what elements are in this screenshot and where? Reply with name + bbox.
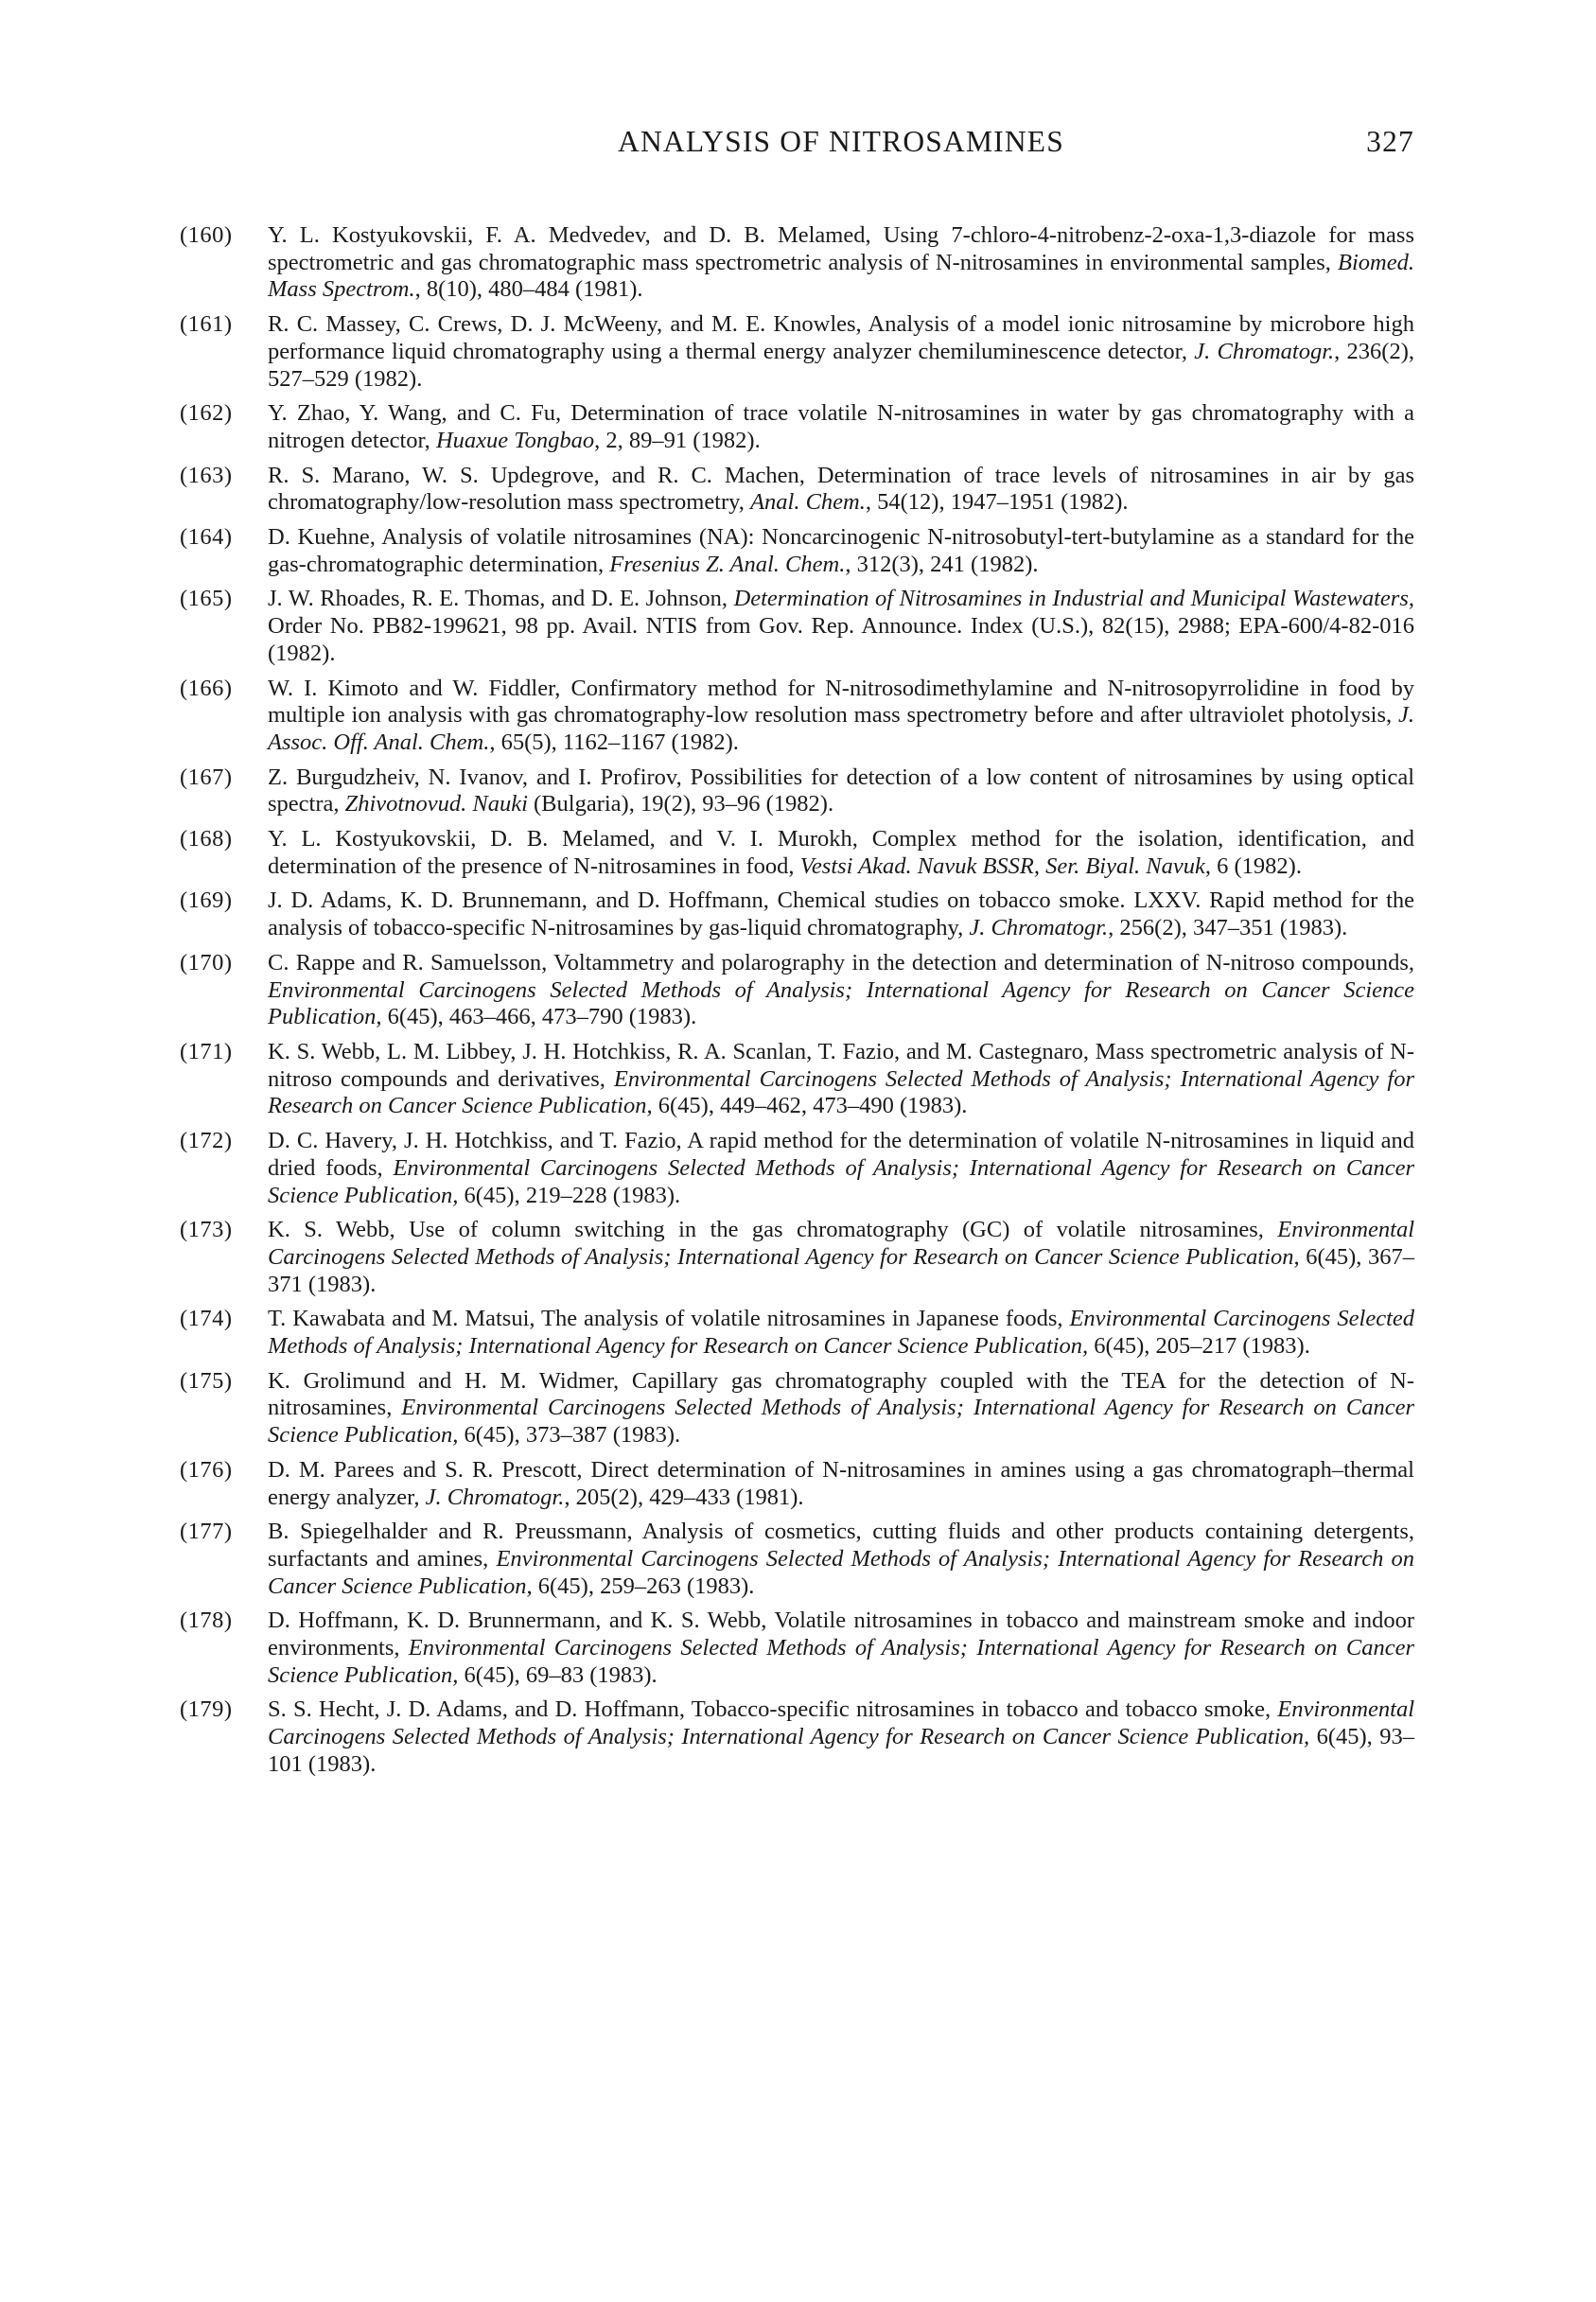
reference-entry xyxy=(180,1696,1414,1778)
reference-entry xyxy=(180,1608,1414,1689)
reference-number: (169) xyxy=(180,887,233,914)
reference-list xyxy=(180,222,1414,1786)
reference-number: (166) xyxy=(180,675,233,701)
reference-text: Y. Zhao, Y. Wang, and C. Fu, Determination of trace volatile N-nitrosamines in water by gas chromatography with a nitrogen detector, Huaxue Tongbao, 2, 89–91 (1982). xyxy=(268,400,1414,453)
reference-entry xyxy=(180,1306,1414,1360)
running-header xyxy=(268,125,1414,167)
reference-number: (163) xyxy=(180,462,233,488)
reference-number: (178) xyxy=(180,1608,233,1634)
reference-text: W. I. Kimoto and W. Fiddler, Confirmatory method for N-nitrosodimethylamine and N-nitrosopyrrolidine in food by multiple ion analysis with gas chromatography-low resolution mass spectrometry before and after ultraviolet photolysis, J. Assoc. Off. Anal. Chem., 65(5), 1162–1167 (1982). xyxy=(268,675,1414,755)
reference-number: (162) xyxy=(180,400,233,427)
reference-text: K. S. Webb, L. M. Libbey, J. H. Hotchkiss, R. A. Scanlan, T. Fazio, and M. Castegnaro, Mass spectrometric analysis of N-nitroso compounds and derivatives, Environmental Carcinogens Selected Methods of Analysis; International Agency for Research on Cancer Science Publication, 6(45), 449–462, 473–490 (1983). xyxy=(268,1038,1414,1119)
reference-text: D. Kuehne, Analysis of volatile nitrosamines (NA): Noncarcinogenic N-nitrosobutyl-tert-butylamine as a standard for the gas-chromatographic determination, Fresenius Z. Anal. Chem., 312(3), 241 (1982). xyxy=(268,524,1414,577)
reference-number: (160) xyxy=(180,222,233,248)
reference-entry xyxy=(180,1368,1414,1450)
reference-text: Z. Burgudzheiv, N. Ivanov, and I. Profirov, Possibilities for detection of a low content of nitrosamines by using optical spectra, Zhivotnovud. Nauki (Bulgaria), 19(2), 93–96 (1982). xyxy=(268,764,1414,817)
reference-text: R. S. Marano, W. S. Updegrove, and R. C. Machen, Determination of trace levels of nitrosamines in air by gas chromatography/low-resolution mass spectrometry, Anal. Chem., 54(12), 1947–1951 (1982). xyxy=(268,462,1414,516)
reference-number: (179) xyxy=(180,1696,233,1723)
reference-entry xyxy=(180,1039,1414,1120)
reference-text: K. Grolimund and H. M. Widmer, Capillary gas chromatography coupled with the TEA for the detection of N-nitrosamines, Environmental Carcinogens Selected Methods of Analysis; International Agency for Research on Cancer Science Publication, 6(45), 373–387 (1983). xyxy=(268,1367,1414,1449)
reference-number: (173) xyxy=(180,1217,233,1243)
reference-text: B. Spiegelhalder and R. Preussmann, Analysis of cosmetics, cutting fluids and other products containing detergents, surfactants and amines, Environmental Carcinogens Selected Methods of Analysis; International Agency for Research on Cancer Science Publication, 6(45), 259–263 (1983). xyxy=(268,1519,1414,1599)
reference-entry xyxy=(180,950,1414,1031)
reference-text: D. C. Havery, J. H. Hotchkiss, and T. Fazio, A rapid method for the determination of volatile N-nitrosamines in liquid and dried foods, Environmental Carcinogens Selected Methods of Analysis; International Agency for Research on Cancer Science Publication, 6(45), 219–228 (1983). xyxy=(268,1128,1414,1208)
reference-text: D. Hoffmann, K. D. Brunnermann, and K. S. Webb, Volatile nitrosamines in tobacco and mainstream smoke and indoor environments, Environmental Carcinogens Selected Methods of Analysis; International Agency for Research on Cancer Science Publication, 6(45), 69–83 (1983). xyxy=(268,1608,1414,1688)
reference-entry xyxy=(180,524,1414,578)
reference-text: D. M. Parees and S. R. Prescott, Direct determination of N-nitrosamines in amines using a gas chromatograph–thermal energy analyzer, J. Chromatogr., 205(2), 429–433 (1981). xyxy=(268,1456,1414,1510)
reference-number: (164) xyxy=(180,524,233,551)
reference-number: (170) xyxy=(180,949,233,975)
reference-text: C. Rappe and R. Samuelsson, Voltammetry and polarography in the detection and determination of N-nitroso compounds, Environmental Carcinogens Selected Methods of Analysis; International Agency for Research on Cancer Science Publication, 6(45), 463–466, 473–790 (1983). xyxy=(268,949,1414,1030)
reference-entry xyxy=(180,400,1414,454)
running-title: ANALYSIS OF NITROSAMINES xyxy=(618,125,1064,158)
reference-number: (165) xyxy=(180,586,233,612)
reference-entry xyxy=(180,887,1414,941)
reference-text: J. D. Adams, K. D. Brunnemann, and D. Hoffmann, Chemical studies on tobacco smoke. LXXV. Rapid method for the analysis of tobacco-specific N-nitrosamines by gas-liquid chromatography, J. Chromatogr., 256(2), 347–351 (1983). xyxy=(268,887,1414,941)
reference-number: (167) xyxy=(180,764,233,790)
reference-text: Y. L. Kostyukovskii, F. A. Medvedev, and D. B. Melamed, Using 7-chloro-4-nitrobenz-2-oxa-1,3-diazole for mass spectrometric and gas chromatographic mass spectrometric analysis of N-nitrosamines in environmental samples, Biomed. Mass Spectrom., 8(10), 480–484 (1981). xyxy=(268,222,1414,303)
reference-entry xyxy=(180,764,1414,818)
reference-entry xyxy=(180,1519,1414,1600)
page-number: 327 xyxy=(1366,125,1414,158)
reference-entry xyxy=(180,311,1414,393)
reference-number: (176) xyxy=(180,1456,233,1483)
reference-entry xyxy=(180,826,1414,880)
reference-entry xyxy=(180,676,1414,757)
reference-text: K. S. Webb, Use of column switching in the gas chromatography (GC) of volatile nitrosamines, Environmental Carcinogens Selected Methods of Analysis; International Agency for Research on Cancer Science Publication, 6(45), 367–371 (1983). xyxy=(268,1217,1414,1297)
reference-text: J. W. Rhoades, R. E. Thomas, and D. E. Johnson, Determination of Nitrosamines in Industrial and Municipal Wastewaters, Order No. PB82-199621, 98 pp. Avail. NTIS from Gov. Rep. Announce. Index (U.S.), 82(15), 2988; EPA-600/4-82-016 (1982). xyxy=(268,586,1414,666)
reference-text: S. S. Hecht, J. D. Adams, and D. Hoffmann, Tobacco-specific nitrosamines in tobacco and tobacco smoke, Environmental Carcinogens Selected Methods of Analysis; International Agency for Research on Cancer Science Publication, 6(45), 93–101 (1983). xyxy=(268,1696,1414,1777)
reference-entry xyxy=(180,586,1414,667)
reference-entry xyxy=(180,222,1414,304)
reference-entry xyxy=(180,1457,1414,1511)
reference-number: (161) xyxy=(180,311,233,338)
reference-number: (171) xyxy=(180,1038,233,1064)
reference-number: (175) xyxy=(180,1367,233,1394)
reference-entry xyxy=(180,1217,1414,1298)
reference-number: (177) xyxy=(180,1519,233,1545)
reference-entry xyxy=(180,1128,1414,1209)
reference-entry xyxy=(180,463,1414,517)
reference-text: Y. L. Kostyukovskii, D. B. Melamed, and V. I. Murokh, Complex method for the isolation, identification, and determination of the presence of N-nitrosamines in food, Vestsi Akad. Navuk BSSR, Ser. Biyal. Navuk, 6 (1982). xyxy=(268,826,1414,879)
reference-text: T. Kawabata and M. Matsui, The analysis of volatile nitrosamines in Japanese foods, Environmental Carcinogens Selected Methods of Analysis; International Agency for Research on Cancer Science Publication, 6(45), 205–217 (1983). xyxy=(268,1306,1414,1360)
reference-number: (168) xyxy=(180,826,233,852)
reference-number: (174) xyxy=(180,1306,233,1332)
reference-number: (172) xyxy=(180,1128,233,1154)
reference-text: R. C. Massey, C. Crews, D. J. McWeeny, and M. E. Knowles, Analysis of a model ionic nitrosamine by microbore high performance liquid chromatography using a thermal energy analyzer chemiluminescence detector, J. Chromatogr., 236(2), 527–529 (1982). xyxy=(268,311,1414,392)
